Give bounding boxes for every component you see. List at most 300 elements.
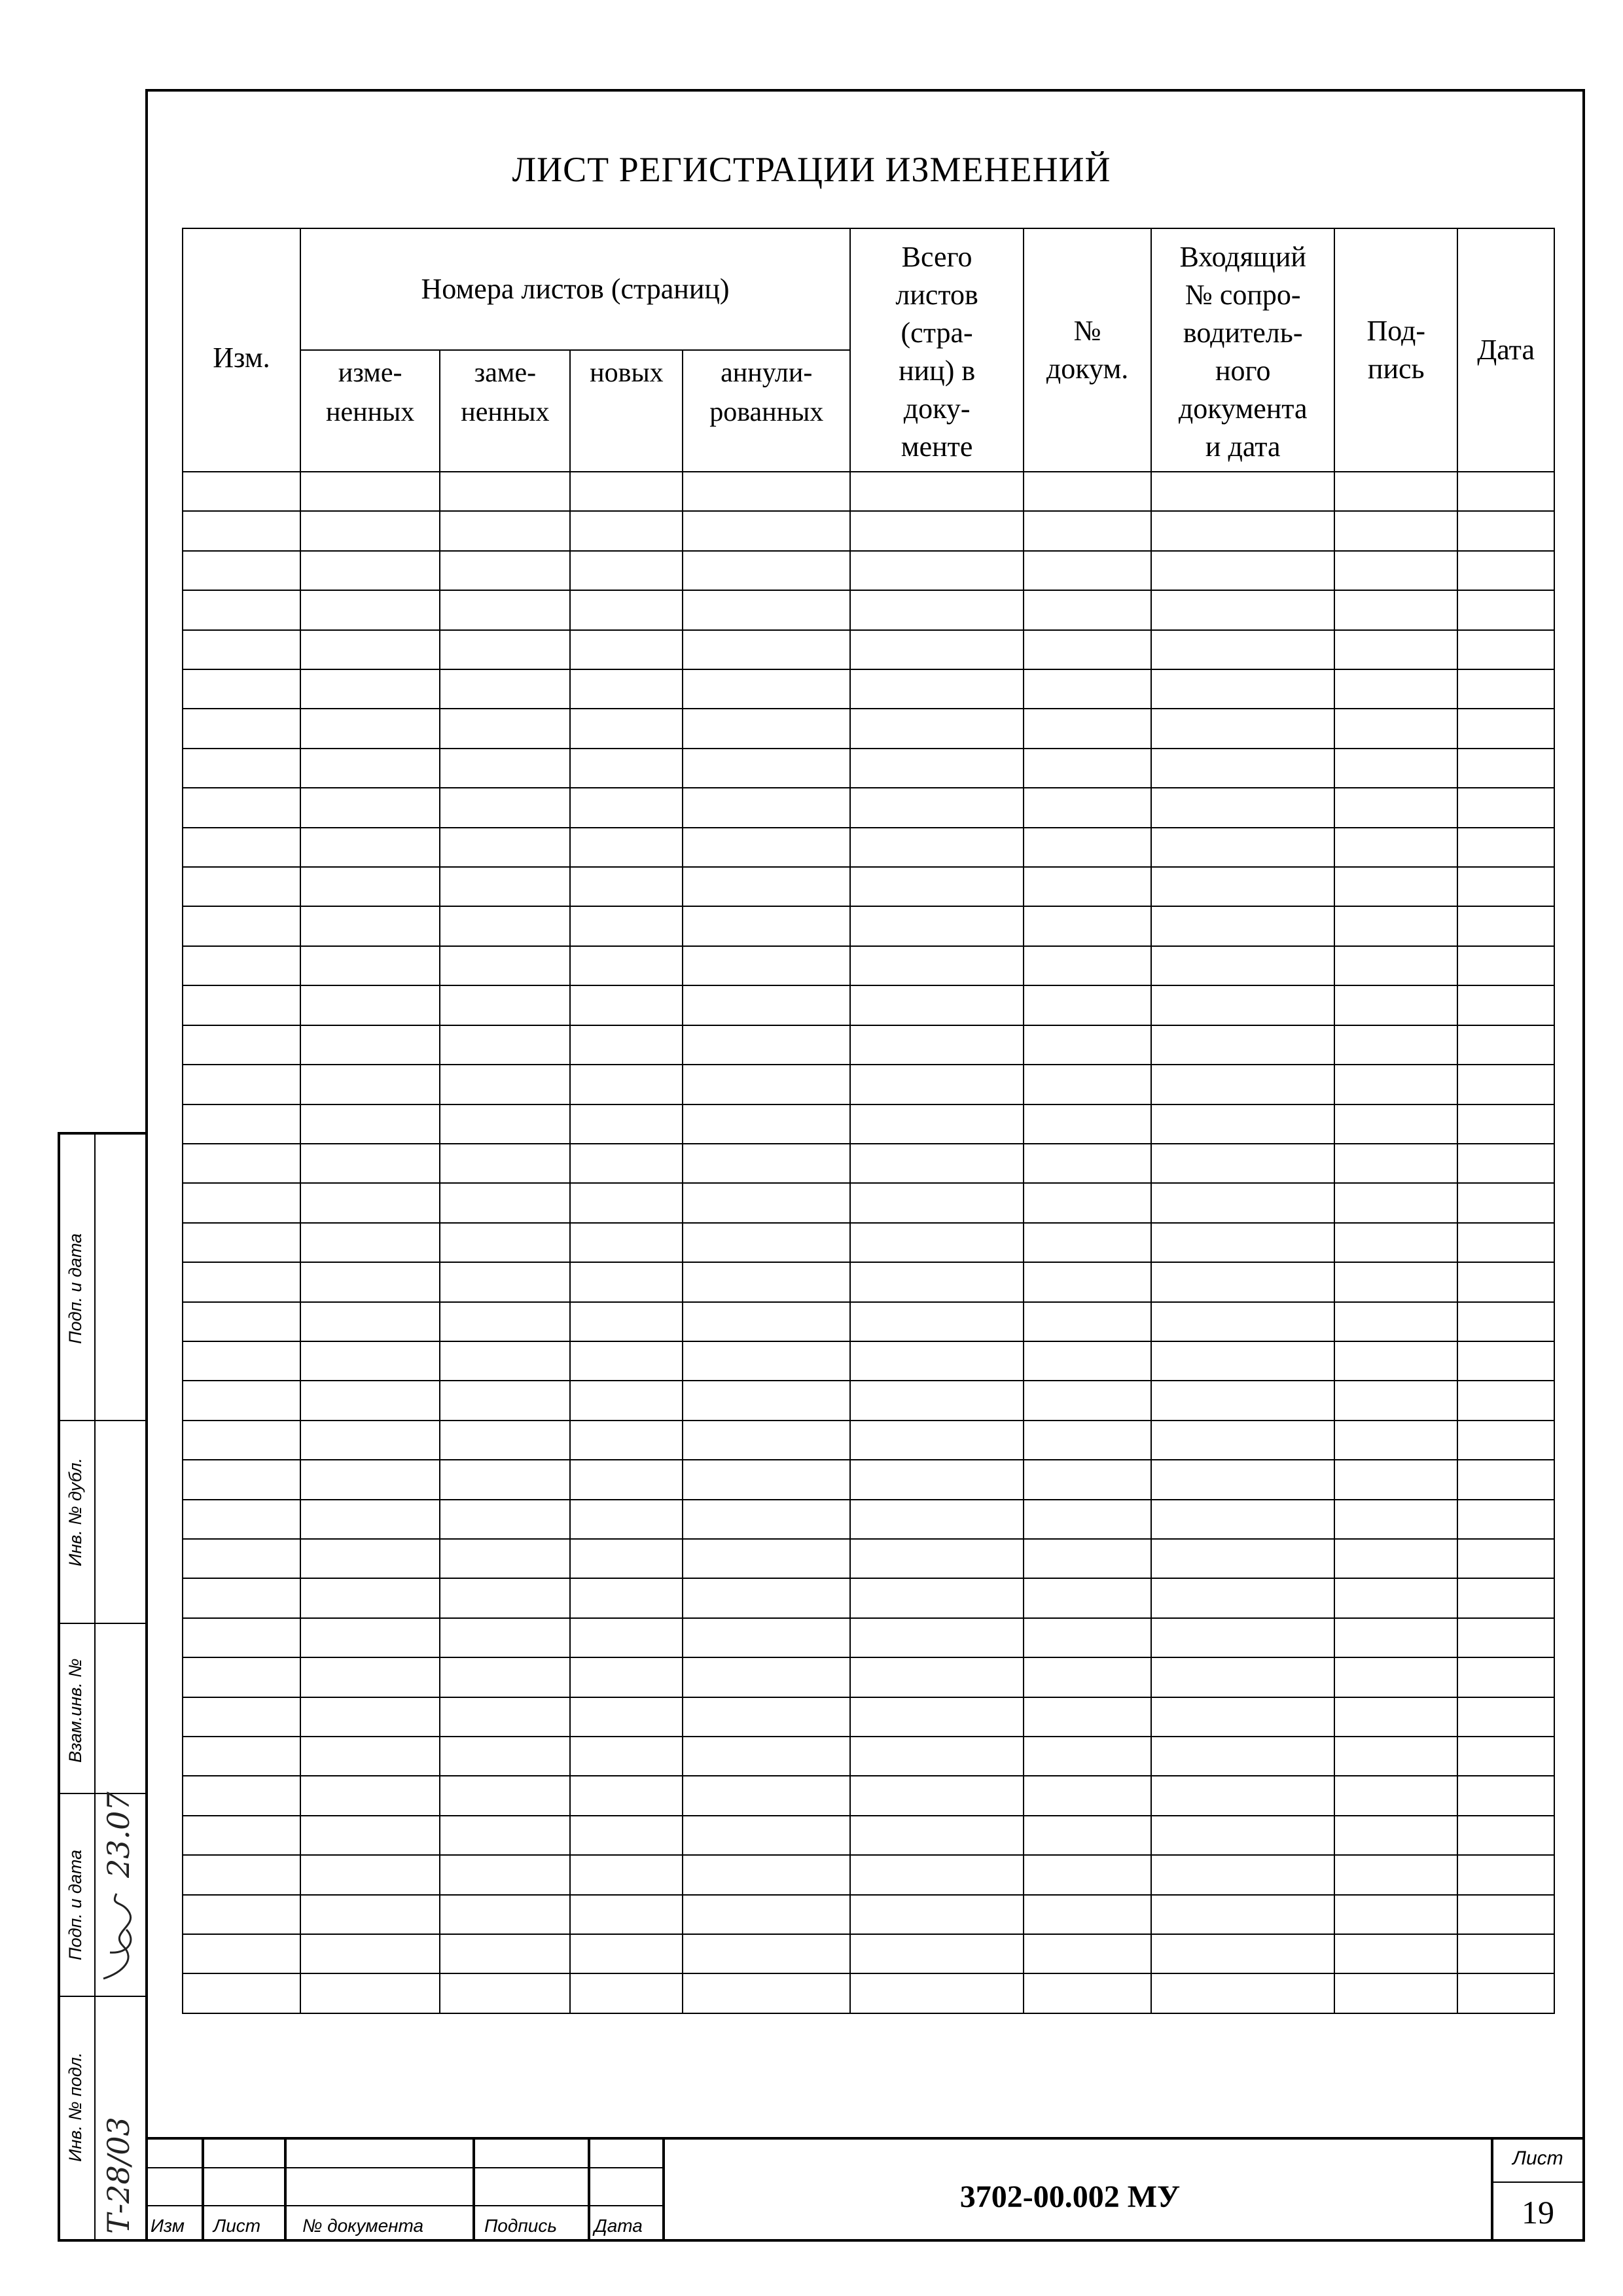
register-cell — [440, 985, 570, 1025]
register-cell — [440, 1104, 570, 1144]
register-cell — [300, 1262, 440, 1301]
register-cell — [683, 1895, 850, 1934]
register-cell — [183, 788, 300, 827]
register-cell — [1151, 1578, 1334, 1617]
register-cell — [1334, 1816, 1457, 1855]
document-code: 3702-00.002 МУ — [959, 2180, 1181, 2214]
register-cell — [683, 1065, 850, 1104]
register-cell — [1151, 749, 1334, 788]
side-label-repl-inv: Взам.инв. № — [65, 1658, 85, 1763]
register-cell — [183, 1065, 300, 1104]
register-row — [183, 1539, 1554, 1578]
register-cell — [1334, 1341, 1457, 1381]
register-cell — [1334, 1025, 1457, 1065]
register-cell — [683, 1183, 850, 1222]
register-cell — [683, 985, 850, 1025]
register-cell — [1024, 1262, 1151, 1301]
register-cell — [570, 1776, 683, 1815]
register-cell — [1024, 828, 1151, 867]
register-cell — [183, 551, 300, 590]
register-cell — [683, 1302, 850, 1341]
register-cell — [440, 906, 570, 945]
register-cell — [570, 472, 683, 511]
register-cell — [183, 985, 300, 1025]
register-cell — [183, 1737, 300, 1776]
register-cell — [1024, 590, 1151, 629]
register-cell — [850, 1895, 1024, 1934]
register-cell — [850, 1421, 1024, 1460]
register-row — [183, 551, 1554, 590]
register-cell — [1151, 551, 1334, 590]
register-cell — [570, 1262, 683, 1301]
register-cell — [850, 1302, 1024, 1341]
register-row — [183, 1302, 1554, 1341]
register-cell — [683, 1144, 850, 1183]
register-cell — [683, 867, 850, 906]
register-cell — [850, 709, 1024, 748]
register-cell — [1151, 1895, 1334, 1934]
register-cell — [183, 1302, 300, 1341]
register-cell — [1457, 1025, 1554, 1065]
register-cell — [1457, 749, 1554, 788]
register-cell — [1457, 946, 1554, 985]
register-cell — [300, 1104, 440, 1144]
register-cell — [570, 551, 683, 590]
handwritten-date: 23.07 — [101, 1792, 136, 1878]
register-cell — [683, 828, 850, 867]
register-cell — [440, 1183, 570, 1222]
register-cell — [1457, 1223, 1554, 1262]
register-cell — [570, 1183, 683, 1222]
register-cell — [1457, 1104, 1554, 1144]
register-cell — [183, 1895, 300, 1934]
register-cell — [1457, 590, 1554, 629]
register-cell — [850, 1460, 1024, 1499]
register-cell — [1334, 669, 1457, 709]
header-incoming-doc: Входящий № сопро- водитель- ного документа и дата — [1151, 228, 1334, 472]
register-cell — [850, 1262, 1024, 1301]
register-cell — [1457, 1460, 1554, 1499]
register-cell — [570, 590, 683, 629]
register-cell — [440, 1855, 570, 1894]
register-cell — [570, 1302, 683, 1341]
register-cell — [183, 1183, 300, 1222]
register-cell — [570, 828, 683, 867]
register-cell — [1151, 1737, 1334, 1776]
register-cell — [1024, 1144, 1151, 1183]
register-cell — [183, 1381, 300, 1420]
register-cell — [183, 1500, 300, 1539]
register-row — [183, 749, 1554, 788]
tb-caption-docnum: № документа — [302, 2216, 424, 2236]
register-cell — [1457, 985, 1554, 1025]
register-cell — [1457, 1657, 1554, 1697]
side-label-sign-date-bottom: Подп. и дата — [65, 1849, 85, 1960]
register-row — [183, 1934, 1554, 1973]
register-row — [183, 511, 1554, 550]
register-cell — [300, 1144, 440, 1183]
register-cell — [300, 1895, 440, 1934]
register-cell — [683, 749, 850, 788]
register-cell — [1151, 867, 1334, 906]
register-cell — [1334, 1144, 1457, 1183]
register-cell — [850, 1776, 1024, 1815]
register-cell — [1457, 1737, 1554, 1776]
register-cell — [1334, 1262, 1457, 1301]
register-cell — [1457, 1973, 1554, 2013]
tb-col-line — [284, 2140, 287, 2242]
register-cell — [850, 1618, 1024, 1657]
register-cell — [1024, 1500, 1151, 1539]
side-strip-divider — [94, 1135, 96, 2239]
register-cell — [1334, 1697, 1457, 1737]
register-cell — [1151, 828, 1334, 867]
register-row — [183, 1183, 1554, 1222]
register-cell — [570, 749, 683, 788]
register-cell — [683, 1697, 850, 1737]
register-cell — [183, 1460, 300, 1499]
register-cell — [1334, 590, 1457, 629]
register-cell — [850, 1500, 1024, 1539]
register-cell — [1334, 1934, 1457, 1973]
register-cell — [183, 1855, 300, 1894]
register-cell — [1151, 1262, 1334, 1301]
register-cell — [1151, 511, 1334, 550]
register-cell — [300, 906, 440, 945]
register-cell — [850, 867, 1024, 906]
register-cell — [440, 630, 570, 669]
register-cell — [440, 1816, 570, 1855]
register-cell — [1024, 749, 1151, 788]
register-row — [183, 1381, 1554, 1420]
register-cell — [1024, 1737, 1151, 1776]
register-cell — [300, 1421, 440, 1460]
register-cell — [183, 1223, 300, 1262]
register-cell — [850, 1697, 1024, 1737]
register-cell — [440, 1065, 570, 1104]
register-cell — [183, 1104, 300, 1144]
header-total-sheets: Всего листов (стра- ниц) в доку- менте — [850, 228, 1024, 472]
register-cell — [1334, 630, 1457, 669]
register-cell — [1457, 1578, 1554, 1617]
register-cell — [183, 828, 300, 867]
register-cell — [1151, 1144, 1334, 1183]
register-cell — [300, 1025, 440, 1065]
register-cell — [1457, 1183, 1554, 1222]
register-cell — [300, 1776, 440, 1815]
register-cell — [1457, 669, 1554, 709]
register-cell — [1151, 1341, 1334, 1381]
register-cell — [570, 906, 683, 945]
register-cell — [300, 1657, 440, 1697]
tb-col-line — [473, 2140, 475, 2242]
register-cell — [1151, 1302, 1334, 1341]
register-cell — [300, 1381, 440, 1420]
register-cell — [570, 1697, 683, 1737]
register-cell — [683, 788, 850, 827]
register-cell — [683, 1223, 850, 1262]
register-cell — [570, 946, 683, 985]
register-cell — [440, 709, 570, 748]
register-cell — [1457, 1539, 1554, 1578]
register-cell — [683, 551, 850, 590]
register-cell — [1024, 1816, 1151, 1855]
register-cell — [440, 1895, 570, 1934]
register-cell — [1024, 1776, 1151, 1815]
register-cell — [183, 709, 300, 748]
side-strip-line — [60, 1996, 145, 1997]
register-cell — [1024, 1183, 1151, 1222]
register-cell — [683, 669, 850, 709]
register-cell — [683, 1618, 850, 1657]
register-cell — [440, 1500, 570, 1539]
register-cell — [1024, 788, 1151, 827]
register-cell — [683, 1104, 850, 1144]
register-row — [183, 1223, 1554, 1262]
register-row — [183, 1460, 1554, 1499]
register-cell — [300, 669, 440, 709]
register-cell — [1457, 788, 1554, 827]
register-cell — [1457, 867, 1554, 906]
register-cell — [300, 1737, 440, 1776]
register-cell — [1024, 1065, 1151, 1104]
register-cell — [1151, 1223, 1334, 1262]
tb-caption-sheet: Лист — [213, 2216, 261, 2236]
register-cell — [570, 1816, 683, 1855]
register-cell — [683, 1776, 850, 1815]
register-cell — [850, 1144, 1024, 1183]
register-cell — [183, 630, 300, 669]
register-cell — [850, 1657, 1024, 1697]
register-row — [183, 1421, 1554, 1460]
register-cell — [850, 551, 1024, 590]
change-register-table — [182, 228, 1555, 2014]
register-cell — [1457, 1262, 1554, 1301]
register-cell — [683, 1500, 850, 1539]
register-cell — [1334, 551, 1457, 590]
register-cell — [683, 1657, 850, 1697]
register-cell — [1334, 472, 1457, 511]
register-cell — [570, 1934, 683, 1973]
register-cell — [300, 1065, 440, 1104]
page-title: ЛИСТ РЕГИСТРАЦИИ ИЗМЕНЕНИЙ — [512, 150, 1111, 189]
sheet-number: 19 — [1522, 2194, 1554, 2231]
register-cell — [1457, 1065, 1554, 1104]
register-cell — [1024, 985, 1151, 1025]
side-label-sign-date-top: Подп. и дата — [65, 1233, 85, 1344]
register-cell — [570, 985, 683, 1025]
register-cell — [1334, 709, 1457, 748]
register-cell — [850, 511, 1024, 550]
register-cell — [183, 1618, 300, 1657]
register-cell — [683, 1262, 850, 1301]
register-cell — [850, 1737, 1024, 1776]
register-cell — [1457, 1618, 1554, 1657]
register-cell — [1024, 630, 1151, 669]
register-cell — [1024, 472, 1151, 511]
register-cell — [183, 1262, 300, 1301]
register-cell — [1151, 1065, 1334, 1104]
register-cell — [440, 1025, 570, 1065]
tb-caption-signature: Подпись — [484, 2216, 558, 2236]
register-cell — [850, 1025, 1024, 1065]
register-row — [183, 1657, 1554, 1697]
register-cell — [183, 1657, 300, 1697]
register-cell — [1151, 1934, 1334, 1973]
register-cell — [183, 590, 300, 629]
register-cell — [1024, 511, 1151, 550]
register-row — [183, 1578, 1554, 1617]
register-cell — [440, 867, 570, 906]
register-cell — [1457, 1421, 1554, 1460]
register-cell — [850, 1934, 1024, 1973]
register-cell — [1334, 1855, 1457, 1894]
register-cell — [1151, 1973, 1334, 2013]
register-cell — [683, 630, 850, 669]
register-row — [183, 1104, 1554, 1144]
register-cell — [1151, 1183, 1334, 1222]
register-cell — [1024, 1578, 1151, 1617]
register-cell — [1151, 669, 1334, 709]
register-cell — [683, 1460, 850, 1499]
register-cell — [440, 1262, 570, 1301]
register-cell — [683, 1578, 850, 1617]
register-cell — [570, 1341, 683, 1381]
header-sheet-numbers: Номера листов (страниц) — [300, 228, 850, 350]
register-cell — [850, 1381, 1024, 1420]
register-cell — [1024, 1697, 1151, 1737]
register-cell — [300, 551, 440, 590]
register-cell — [300, 985, 440, 1025]
register-cell — [850, 1973, 1024, 2013]
register-cell — [570, 1737, 683, 1776]
register-cell — [440, 1223, 570, 1262]
register-cell — [570, 709, 683, 748]
register-row — [183, 630, 1554, 669]
register-cell — [1334, 1618, 1457, 1657]
register-cell — [440, 472, 570, 511]
register-cell — [1151, 1816, 1334, 1855]
register-cell — [183, 1539, 300, 1578]
register-cell — [850, 1341, 1024, 1381]
register-cell — [1334, 788, 1457, 827]
register-cell — [570, 1460, 683, 1499]
register-cell — [1151, 1618, 1334, 1657]
register-cell — [300, 1539, 440, 1578]
subheader-changed: изме- ненных — [300, 350, 440, 472]
register-row — [183, 1895, 1554, 1934]
register-cell — [1334, 1421, 1457, 1460]
register-row — [183, 472, 1554, 511]
register-cell — [1457, 1776, 1554, 1815]
register-cell — [183, 1144, 300, 1183]
register-cell — [300, 788, 440, 827]
subheader-replaced: заме- ненных — [440, 350, 570, 472]
register-cell — [440, 1618, 570, 1657]
register-cell — [183, 946, 300, 985]
register-cell — [1334, 749, 1457, 788]
register-row — [183, 828, 1554, 867]
register-cell — [1024, 1302, 1151, 1341]
register-cell — [850, 1104, 1024, 1144]
register-cell — [1151, 788, 1334, 827]
register-cell — [1457, 472, 1554, 511]
register-cell — [683, 1737, 850, 1776]
register-cell — [183, 1697, 300, 1737]
header-change: Изм. — [183, 228, 300, 472]
register-cell — [300, 511, 440, 550]
register-cell — [1024, 946, 1151, 985]
register-cell — [683, 511, 850, 550]
subheader-cancelled: аннули- рованных — [683, 350, 850, 472]
register-cell — [1024, 1223, 1151, 1262]
register-cell — [183, 1578, 300, 1617]
register-cell — [683, 1341, 850, 1381]
register-cell — [1024, 1460, 1151, 1499]
register-cell — [1151, 1539, 1334, 1578]
register-row — [183, 1065, 1554, 1104]
header-date: Дата — [1457, 228, 1554, 472]
side-strip-line — [60, 1623, 145, 1624]
register-cell — [1151, 1025, 1334, 1065]
register-cell — [570, 511, 683, 550]
register-cell — [183, 472, 300, 511]
side-label-dup-inv: Инв. № дубл. — [65, 1457, 85, 1566]
register-row — [183, 1973, 1554, 2013]
register-cell — [1151, 1500, 1334, 1539]
register-cell — [1334, 1183, 1457, 1222]
register-cell — [1151, 590, 1334, 629]
register-row — [183, 1500, 1554, 1539]
register-row — [183, 1855, 1554, 1894]
register-cell — [300, 1223, 440, 1262]
register-cell — [440, 1776, 570, 1815]
tb-row-line — [145, 2205, 662, 2206]
tb-col-line — [588, 2140, 590, 2242]
register-row — [183, 985, 1554, 1025]
tb-row-line — [145, 2167, 662, 2168]
register-row — [183, 590, 1554, 629]
register-row — [183, 669, 1554, 709]
register-cell — [570, 1855, 683, 1894]
register-cell — [1334, 1973, 1457, 2013]
register-cell — [1151, 472, 1334, 511]
register-cell — [1024, 1657, 1151, 1697]
register-cell — [570, 1500, 683, 1539]
register-cell — [1024, 1381, 1151, 1420]
register-cell — [570, 669, 683, 709]
register-cell — [440, 788, 570, 827]
register-cell — [1457, 630, 1554, 669]
register-cell — [683, 946, 850, 985]
register-cell — [1334, 946, 1457, 985]
register-cell — [570, 1144, 683, 1183]
register-cell — [570, 788, 683, 827]
register-cell — [850, 1578, 1024, 1617]
register-cell — [850, 1539, 1024, 1578]
register-cell — [1457, 709, 1554, 748]
register-cell — [183, 669, 300, 709]
register-cell — [1334, 867, 1457, 906]
register-cell — [683, 590, 850, 629]
register-cell — [183, 867, 300, 906]
register-cell — [1334, 985, 1457, 1025]
side-label-orig-inv: Инв. № подл. — [65, 2052, 85, 2162]
register-cell — [570, 1421, 683, 1460]
register-row — [183, 1262, 1554, 1301]
register-row — [183, 1144, 1554, 1183]
register-cell — [300, 1460, 440, 1499]
